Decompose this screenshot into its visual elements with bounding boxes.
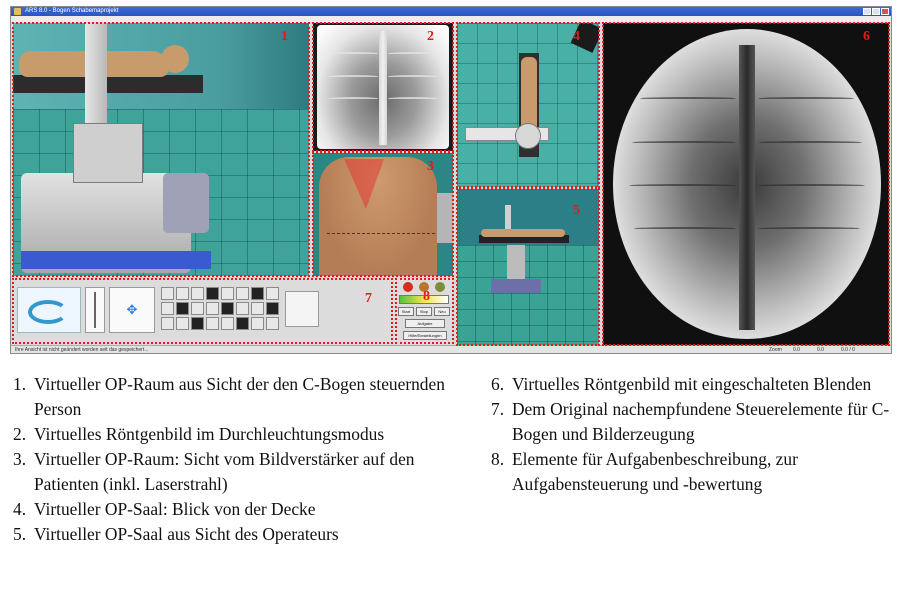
function-button[interactable] bbox=[251, 317, 264, 330]
panel-number-5: 5 bbox=[573, 203, 580, 218]
status-light-red bbox=[403, 282, 413, 292]
laser-line bbox=[327, 233, 435, 234]
function-button[interactable] bbox=[161, 287, 174, 300]
function-button[interactable] bbox=[266, 287, 279, 300]
function-button[interactable] bbox=[236, 287, 249, 300]
table-stand bbox=[163, 173, 209, 233]
rib bbox=[388, 75, 438, 78]
task-button[interactable]: Aufgabe bbox=[405, 319, 445, 328]
function-button[interactable] bbox=[221, 302, 234, 315]
table-column bbox=[507, 245, 525, 279]
function-button[interactable] bbox=[251, 287, 264, 300]
c-arm-edge bbox=[437, 193, 453, 243]
imaging-function-buttons bbox=[161, 287, 281, 335]
maximize-button[interactable] bbox=[872, 8, 880, 15]
status-value: 0.0 bbox=[793, 347, 800, 353]
function-button[interactable] bbox=[251, 302, 264, 315]
rib bbox=[758, 141, 863, 144]
simulator-window bbox=[10, 6, 892, 354]
panel-number-4: 4 bbox=[573, 29, 580, 44]
panel-number-6: 6 bbox=[863, 29, 870, 44]
c-arm-controls bbox=[13, 279, 453, 343]
panel-number-8: 8 bbox=[423, 289, 430, 304]
panel-number-1: 1 bbox=[281, 29, 288, 44]
height-slider[interactable] bbox=[85, 287, 105, 333]
c-arm-icon bbox=[28, 300, 68, 324]
legend-item bbox=[0, 522, 465, 547]
rib bbox=[632, 141, 737, 144]
function-button[interactable] bbox=[191, 317, 204, 330]
stop-button[interactable]: Stop bbox=[416, 307, 432, 316]
status-message: Ihre Ansicht ist nicht geändert worden seit das gespeichert... bbox=[15, 347, 149, 353]
legend-number: 3. bbox=[13, 449, 27, 469]
legend-number: 6. bbox=[491, 374, 505, 394]
function-button[interactable] bbox=[266, 317, 279, 330]
function-button[interactable] bbox=[191, 287, 204, 300]
c-arm-position-sketch[interactable] bbox=[17, 287, 81, 333]
function-button[interactable] bbox=[206, 302, 219, 315]
operating-table bbox=[13, 75, 203, 93]
status-bar bbox=[11, 345, 891, 354]
virtual-xray-collimated bbox=[603, 23, 889, 345]
legend-number: 1. bbox=[13, 374, 27, 394]
chest-xray-large bbox=[613, 29, 881, 339]
legend-number: 7. bbox=[491, 399, 505, 419]
legend-text: Elemente für Aufgabenbeschreibung, zur Aufgabensteuerung und -bewertung bbox=[512, 449, 798, 494]
slider-track bbox=[94, 292, 96, 328]
rib bbox=[629, 184, 736, 187]
rib bbox=[758, 184, 865, 187]
status-zoom: Zoom bbox=[769, 347, 782, 353]
panel-number-2: 2 bbox=[427, 29, 434, 44]
function-button[interactable] bbox=[221, 287, 234, 300]
function-button[interactable] bbox=[176, 302, 189, 315]
function-button[interactable] bbox=[236, 317, 249, 330]
function-button[interactable] bbox=[191, 302, 204, 315]
rib bbox=[758, 227, 860, 230]
function-button[interactable] bbox=[161, 317, 174, 330]
panel-number-7: 7 bbox=[365, 291, 372, 306]
legend-item bbox=[0, 422, 465, 447]
patient-head bbox=[161, 45, 189, 73]
legend-text: Virtuelles Röntgenbild im Durchleuchtungsmodus bbox=[34, 424, 385, 444]
legend-item bbox=[478, 372, 908, 397]
legend-number: 5. bbox=[13, 524, 27, 544]
title-bar bbox=[11, 7, 891, 16]
legend-text: Virtueller OP-Saal: Blick von der Decke bbox=[34, 499, 316, 519]
rib bbox=[640, 97, 736, 100]
settings-button[interactable]: Hilfe/Einstellungen bbox=[403, 331, 447, 340]
rib bbox=[330, 52, 378, 55]
direction-pad[interactable]: ✥ bbox=[109, 287, 155, 333]
patient-body bbox=[481, 229, 565, 237]
legend-item bbox=[478, 447, 908, 497]
legend-item bbox=[0, 372, 465, 422]
legend-text: Virtueller OP-Raum aus Sicht der den C-Bogen steuernden Person bbox=[34, 374, 445, 419]
function-button[interactable] bbox=[266, 302, 279, 315]
legend-item bbox=[0, 497, 465, 522]
function-button[interactable] bbox=[161, 302, 174, 315]
or-room-view-operator[interactable] bbox=[13, 23, 309, 276]
function-button[interactable] bbox=[236, 302, 249, 315]
rib bbox=[328, 97, 378, 100]
legend-item bbox=[0, 447, 465, 497]
legend-text: Dem Original nachempfundene Steuerelemente für C-Bogen und Bilderzeugung bbox=[512, 399, 890, 444]
status-value: 0.0 bbox=[817, 347, 824, 353]
legend-text: Virtueller OP-Saal aus Sicht des Operateurs bbox=[34, 524, 339, 544]
function-button[interactable] bbox=[221, 317, 234, 330]
tiled-floor bbox=[457, 245, 599, 345]
monitor-control[interactable] bbox=[285, 291, 319, 327]
table-base bbox=[491, 279, 541, 293]
panel-number-3: 3 bbox=[427, 159, 434, 174]
status-light-green bbox=[435, 282, 445, 292]
rib bbox=[388, 52, 436, 55]
legend-item bbox=[478, 397, 908, 447]
legend-left bbox=[0, 372, 465, 547]
legend-number: 8. bbox=[491, 449, 505, 469]
window-title: ARS 8.0 - Bogen Schabemaprojekt bbox=[25, 8, 119, 14]
ceiling-view[interactable] bbox=[457, 23, 599, 187]
legend-number: 4. bbox=[13, 499, 27, 519]
xray-tube bbox=[73, 123, 143, 183]
menu-bar bbox=[11, 16, 891, 22]
spine bbox=[739, 45, 755, 330]
spine bbox=[379, 31, 387, 145]
close-button[interactable] bbox=[881, 8, 889, 15]
rib bbox=[388, 97, 438, 100]
function-button[interactable] bbox=[206, 317, 219, 330]
image-intensifier bbox=[515, 123, 541, 149]
c-arm-wheels bbox=[21, 251, 211, 269]
start-button[interactable]: Start bbox=[398, 307, 414, 316]
app-icon bbox=[14, 8, 21, 15]
rib bbox=[758, 97, 854, 100]
legend-text: Virtueller OP-Raum: Sicht vom Bildverstärker auf den Patienten (inkl. Laserstrahl) bbox=[34, 449, 415, 494]
legend-number: 2. bbox=[13, 424, 27, 444]
function-button[interactable] bbox=[176, 317, 189, 330]
function-button[interactable] bbox=[206, 287, 219, 300]
legend-right bbox=[478, 372, 908, 497]
rib bbox=[328, 75, 378, 78]
status-value: 0.0 / 0 bbox=[841, 347, 855, 353]
minimize-button[interactable] bbox=[863, 8, 871, 15]
legend-text: Virtuelles Röntgenbild mit eingeschalteten Blenden bbox=[512, 374, 872, 394]
function-button[interactable] bbox=[176, 287, 189, 300]
new-button[interactable]: Neu bbox=[434, 307, 450, 316]
rib bbox=[634, 227, 736, 230]
